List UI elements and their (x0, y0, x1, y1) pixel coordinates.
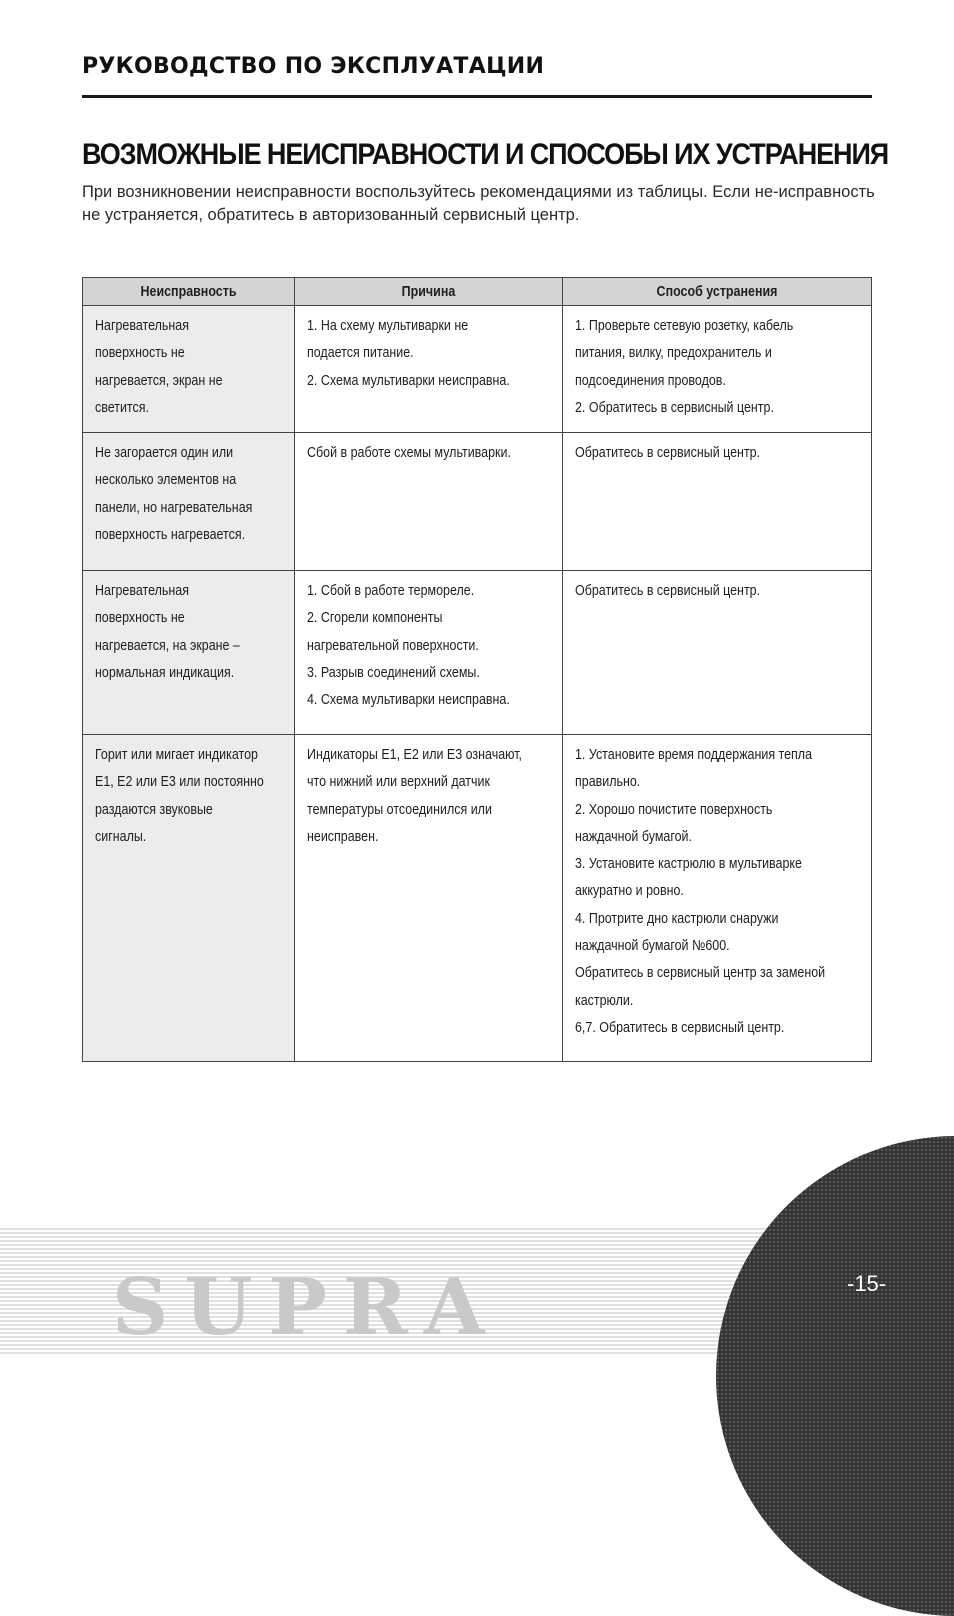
brand-watermark: SUPRA (112, 1262, 501, 1353)
table-row (83, 306, 872, 433)
cause-cell: Сбой в работе схемы мультиварки. (295, 433, 563, 571)
fault-cell: Горит или мигает индикатор E1, E2 или E3 или постоянно раздаются звуковые сигналы. (83, 735, 295, 1062)
fault-cell: Нагревательная поверхность не нагревается, на экране – нормальная индикация. (83, 571, 295, 735)
intro-paragraph: При возникновении неисправности воспользуйтесь рекомендациями из таблицы. Если не-исправность не устраняется, обратитесь в авторизованный сервисный центр. (82, 183, 875, 224)
solution-cell: Обратитесь в сервисный центр. (563, 433, 872, 571)
table-row (83, 571, 872, 735)
table-header-row (83, 278, 872, 306)
manual-header: РУКОВОДСТВО ПО ЭКСПЛУАТАЦИИ (82, 54, 545, 79)
header-fault: Неисправность (83, 278, 295, 306)
solution-cell: 1. Проверьте сетевую розетку, кабель питания, вилку, предохранитель и подсоединения проводов. 2. Обратитесь в сервисный центр. (563, 306, 872, 433)
section-title: ВОЗМОЖНЫЕ НЕИСПРАВНОСТИ И СПОСОБЫ ИХ УСТРАНЕНИЯ (82, 138, 889, 171)
corner-circle-decoration (716, 1136, 954, 1616)
header-divider (82, 95, 872, 98)
table-row (83, 433, 872, 571)
header-solution: Способ устранения (563, 278, 872, 306)
page-number: -15- (847, 1271, 887, 1296)
cause-cell: Индикаторы E1, E2 или E3 означают, что нижний или верхний датчик температуры отсоединился или неисправен. (295, 735, 563, 1062)
cause-cell: 1. На схему мультиварки не подается питание. 2. Схема мультиварки неисправна. (295, 306, 563, 433)
troubleshooting-table (82, 277, 872, 1062)
solution-cell: 1. Установите время поддержания тепла правильно. 2. Хорошо почистите поверхность наждачной бумагой. 3. Установите кастрюлю в мультиварке аккуратно и ровно. 4. Протрите дно кастрюли снаружи наждачной бумагой №600. Обратитесь в сервисный центр за заменой кастрюли. 6,7. Обратитесь в сервисный центр. (563, 735, 872, 1062)
header-cause: Причина (295, 278, 563, 306)
fault-cell: Нагревательная поверхность не нагревается, экран не светится. (83, 306, 295, 433)
table-row (83, 735, 872, 1062)
cause-cell: 1. Сбой в работе термореле. 2. Сгорели компоненты нагревательной поверхности. 3. Разрыв соединений схемы. 4. Схема мультиварки неисправна. (295, 571, 563, 735)
solution-cell: Обратитесь в сервисный центр. (563, 571, 872, 735)
fault-cell: Не загорается один или несколько элементов на панели, но нагревательная поверхность нагревается. (83, 433, 295, 571)
